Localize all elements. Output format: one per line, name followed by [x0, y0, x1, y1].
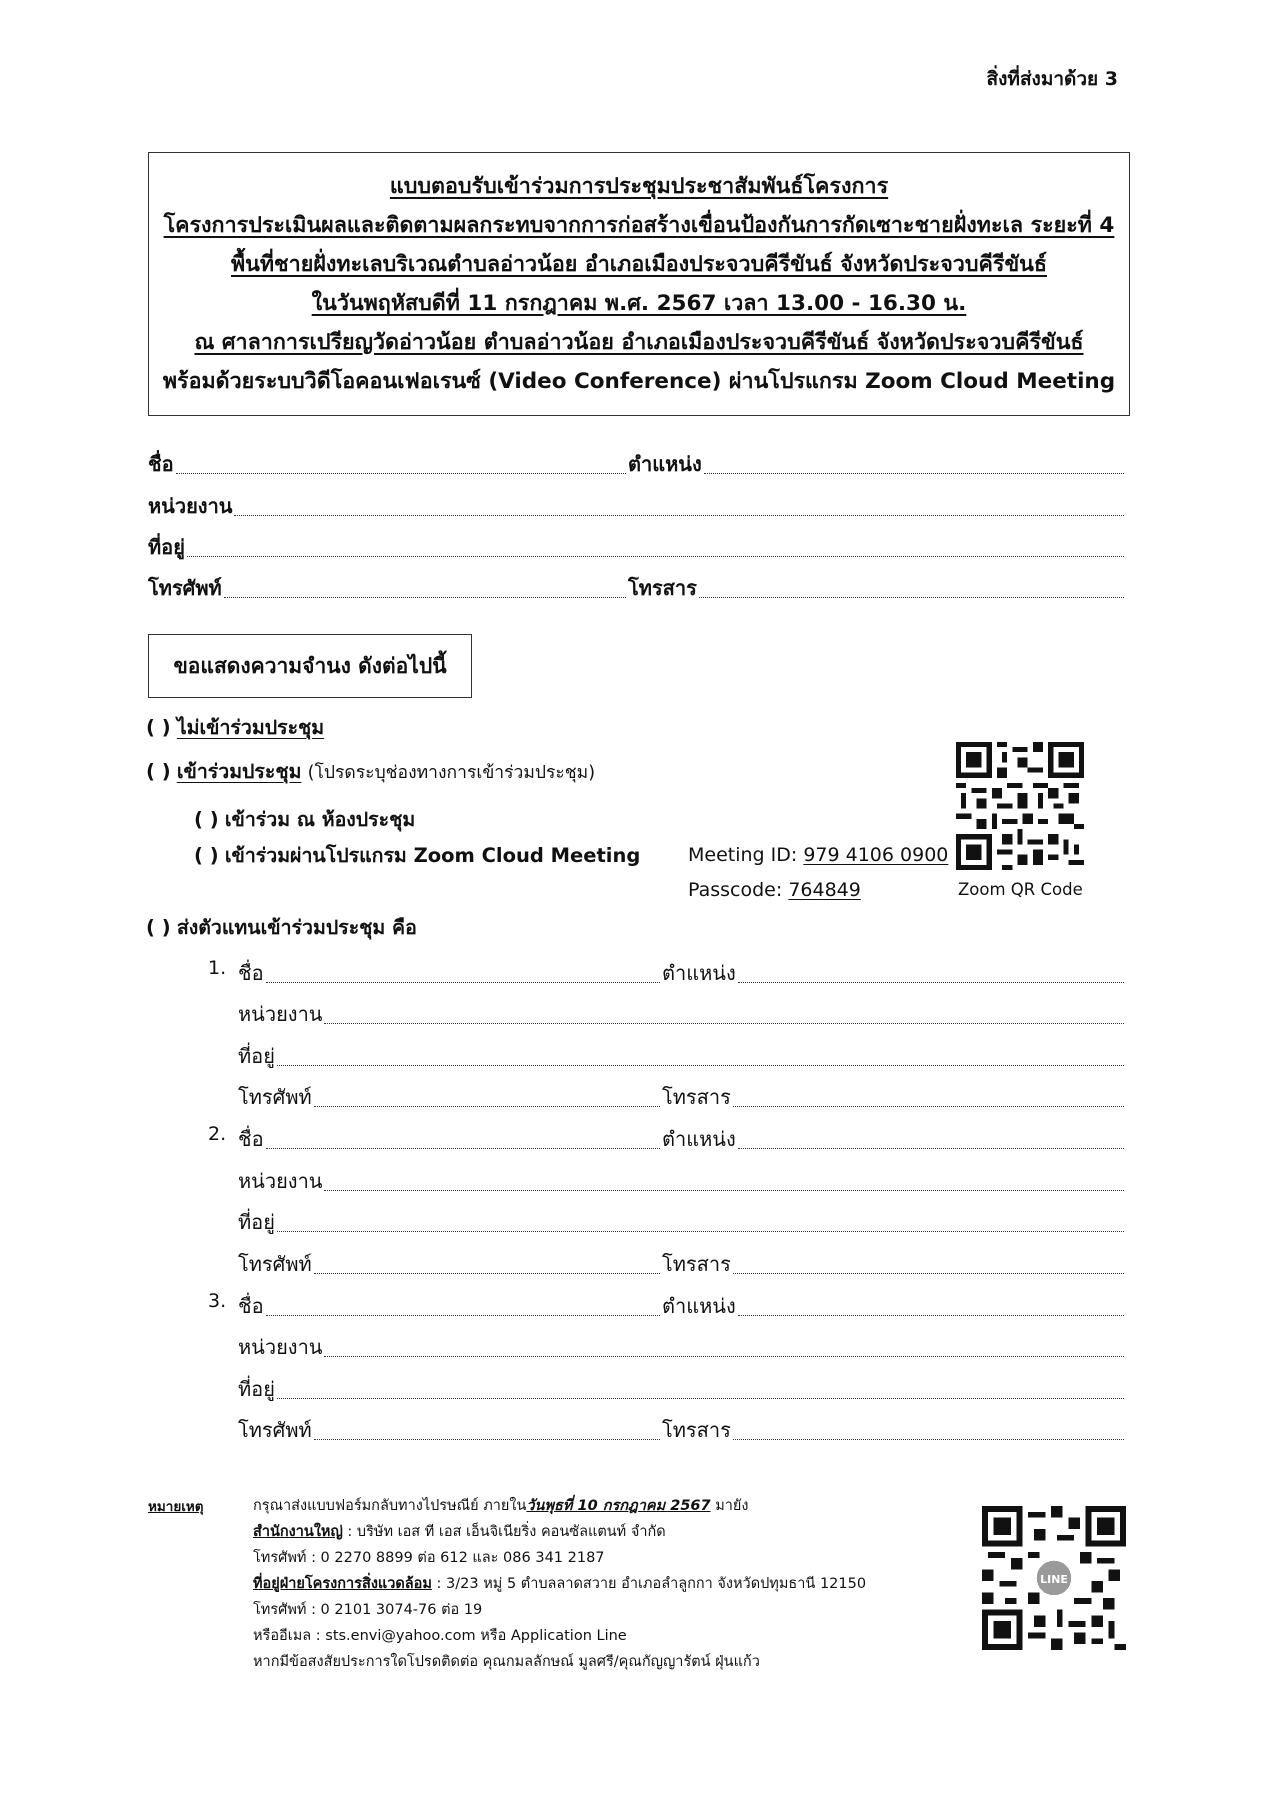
title-line-3: พื้นที่ชายฝั่งทะเลบริเวณตำบลอ่าวน้อย อำเภอเมืองประจวบคีรีขันธ์ จังหวัดประจวบคีรีขันธ์ — [231, 252, 1047, 277]
name-label: ชื่อ — [148, 452, 174, 476]
passcode-value[interactable]: 764849 — [788, 879, 861, 901]
rep-2-fax-row[interactable] — [662, 1248, 1126, 1280]
note-line-1 — [253, 1494, 748, 1517]
option-via-zoom-label: เข้าร่วมผ่านโปรแกรม Zoom Cloud Meeting — [224, 844, 641, 867]
checkbox-not-attend[interactable]: ( ) — [146, 716, 171, 739]
position-blank[interactable] — [704, 473, 1124, 474]
rep-1-address-label: ที่อยู่ — [238, 1044, 275, 1068]
title-line-1: แบบตอบรับเข้าร่วมการประชุมประชาสัมพันธ์โครงการ — [389, 174, 889, 199]
note-line-5: โทรศัพท์ : 0 2101 3074-76 ต่อ 19 — [253, 1602, 483, 1618]
rep-1-agency-label: หน่วยงาน — [238, 1002, 323, 1026]
rep-2-address-blank[interactable] — [277, 1231, 1124, 1232]
rep-3-phone-row[interactable] — [238, 1414, 662, 1446]
rep-1-phone-row[interactable] — [238, 1081, 662, 1113]
note-line-6: หรืออีเมล : sts.envi@yahoo.com หรือ Application Line — [253, 1628, 627, 1644]
address-blank[interactable] — [187, 556, 1124, 557]
rep-1-fax-blank[interactable] — [733, 1106, 1124, 1107]
option-not-attend[interactable] — [146, 712, 324, 743]
note-deadline: วันพุธที่ 10 กรกฎาคม 2567 — [526, 1498, 711, 1514]
note-line-7: หากมีข้อสงสัยประการใดโปรดติดต่อ คุณกมลลักษณ์ มูลศรี/คุณกัญญารัตน์ ฝุ่นแก้ว — [253, 1654, 760, 1670]
rep-1-agency-blank[interactable] — [324, 1023, 1124, 1024]
fax-label: โทรสาร — [628, 576, 697, 600]
option-not-attend-label: ไม่เข้าร่วมประชุม — [176, 716, 325, 739]
attachment-label: สิ่งที่ส่งมาด้วย 3 — [986, 68, 1118, 90]
rep-2-name-label: ชื่อ — [238, 1127, 264, 1151]
position-field-row[interactable] — [628, 448, 1126, 480]
zoom-qr-caption: Zoom QR Code — [958, 880, 1083, 899]
fax-field-row[interactable] — [628, 572, 1126, 604]
rep-2-fax-blank[interactable] — [733, 1273, 1124, 1274]
address-label: ที่อยู่ — [148, 535, 185, 559]
rep-3-name-row[interactable] — [238, 1290, 662, 1322]
rep-3-agency-row[interactable] — [238, 1331, 1126, 1363]
phone-field-row[interactable] — [148, 572, 628, 604]
rep-3-phone-label: โทรศัพท์ — [238, 1418, 312, 1442]
option-send-rep-label: ส่งตัวแทนเข้าร่วมประชุม คือ — [176, 916, 417, 939]
rep-2-phone-label: โทรศัพท์ — [238, 1252, 312, 1276]
agency-field-row[interactable] — [148, 490, 1126, 522]
zoom-qr-code-icon[interactable] — [956, 742, 1084, 870]
rep-1-agency-row[interactable] — [238, 998, 1126, 1030]
rep-1-name-label: ชื่อ — [238, 961, 264, 985]
note-line-4 — [253, 1572, 866, 1595]
title-line-2: โครงการประเมินผลและติดตามผลกระทบจากการก่อสร้างเขื่อนป้องกันการกัดเซาะชายฝั่งทะเล ระยะที่ 4 — [163, 213, 1115, 238]
rep-1-address-row[interactable] — [238, 1040, 1126, 1072]
note-heading: หมายเหตุ — [148, 1499, 204, 1515]
note-env-text: : 3/23 หมู่ 5 ตำบลลาดสวาย อำเภอลำลูกกา จังหวัดปทุมธานี 12150 — [431, 1576, 867, 1592]
rep-3-number: 3. — [208, 1290, 227, 1312]
rep-3-fax-blank[interactable] — [733, 1439, 1124, 1440]
rep-3-address-blank[interactable] — [277, 1398, 1124, 1399]
rep-3-fax-label: โทรสาร — [662, 1418, 731, 1442]
option-attend[interactable] — [146, 756, 595, 787]
name-field-row[interactable] — [148, 448, 628, 480]
rep-2-fax-label: โทรสาร — [662, 1252, 731, 1276]
line-qr-code-icon[interactable] — [982, 1506, 1126, 1650]
rep-2-phone-row[interactable] — [238, 1248, 662, 1280]
option-via-zoom[interactable] — [194, 840, 640, 871]
title-line-5: ณ ศาลาการเปรียญวัดอ่าวน้อย ตำบลอ่าวน้อย อำเภอเมืองประจวบคีรีขันธ์ จังหวัดประจวบคีรีขันธ์ — [194, 330, 1084, 355]
note-env-heading: ที่อยู่ฝ่ายโครงการสิ่งแวดล้อม — [253, 1576, 432, 1592]
rep-3-position-row[interactable] — [662, 1290, 1126, 1322]
option-in-room[interactable] — [194, 804, 415, 835]
option-attend-note: (โปรดระบุช่องทางการเข้าร่วมประชุม) — [307, 763, 596, 783]
meeting-id — [688, 844, 948, 866]
checkbox-send-rep[interactable]: ( ) — [146, 916, 171, 939]
rep-1-address-blank[interactable] — [277, 1065, 1124, 1066]
rep-3-position-blank[interactable] — [738, 1315, 1124, 1316]
rep-1-name-row[interactable] — [238, 957, 662, 989]
note-line-2 — [253, 1520, 666, 1543]
option-in-room-label: เข้าร่วม ณ ห้องประชุม — [224, 808, 416, 831]
rep-1-fax-row[interactable] — [662, 1081, 1126, 1113]
rep-2-agency-label: หน่วยงาน — [238, 1169, 323, 1193]
rep-2-address-label: ที่อยู่ — [238, 1210, 275, 1234]
title-line-4: ในวันพฤหัสบดีที่ 11 กรกฎาคม พ.ศ. 2567 เวลา 13.00 - 16.30 น. — [311, 291, 967, 316]
rep-3-name-blank[interactable] — [266, 1315, 660, 1316]
rep-2-number: 2. — [208, 1123, 227, 1145]
meeting-id-label: Meeting ID: — [688, 844, 798, 866]
rep-2-position-label: ตำแหน่ง — [662, 1127, 736, 1151]
agency-label: หน่วยงาน — [148, 494, 233, 518]
phone-blank[interactable] — [224, 597, 626, 598]
agency-blank[interactable] — [234, 515, 1124, 516]
rep-1-fax-label: โทรสาร — [662, 1085, 731, 1109]
note-line-1-post: มายัง — [710, 1498, 749, 1514]
address-field-row[interactable] — [148, 531, 1126, 563]
rep-2-agency-row[interactable] — [238, 1165, 1126, 1197]
position-label: ตำแหน่ง — [628, 452, 702, 476]
rep-2-address-row[interactable] — [238, 1206, 1126, 1238]
note-line-3: โทรศัพท์ : 0 2270 8899 ต่อ 612 และ 086 341 2187 — [253, 1550, 605, 1566]
rep-2-name-blank[interactable] — [266, 1148, 660, 1149]
rep-3-agency-blank[interactable] — [324, 1356, 1124, 1357]
name-blank[interactable] — [176, 473, 626, 474]
option-attend-label: เข้าร่วมประชุม — [176, 760, 302, 783]
checkbox-in-room[interactable]: ( ) — [194, 808, 219, 831]
rep-2-position-blank[interactable] — [738, 1148, 1124, 1149]
title-box — [148, 152, 1130, 416]
option-send-rep[interactable] — [146, 912, 417, 943]
passcode-label: Passcode: — [688, 879, 783, 901]
rep-2-phone-blank[interactable] — [314, 1273, 660, 1274]
note-hq-heading: สำนักงานใหญ่ — [253, 1524, 343, 1540]
note-line-1-pre: กรุณาส่งแบบฟอร์มกลับทางไปรษณีย์ ภายใน — [253, 1498, 527, 1514]
title-line-6: พร้อมด้วยระบบวิดีโอคอนเฟอเรนซ์ (Video Conference) ผ่านโปรแกรม Zoom Cloud Meeting — [162, 369, 1116, 394]
rep-1-position-row[interactable] — [662, 957, 1126, 989]
phone-label: โทรศัพท์ — [148, 576, 222, 600]
rep-1-phone-label: โทรศัพท์ — [238, 1085, 312, 1109]
rep-3-position-label: ตำแหน่ง — [662, 1294, 736, 1318]
rep-1-position-blank[interactable] — [738, 982, 1124, 983]
rep-3-name-label: ชื่อ — [238, 1294, 264, 1318]
meeting-id-value[interactable]: 979 4106 0900 — [803, 844, 949, 866]
rep-3-address-label: ที่อยู่ — [238, 1377, 275, 1401]
rep-3-phone-blank[interactable] — [314, 1439, 660, 1440]
rep-1-name-blank[interactable] — [266, 982, 660, 983]
meeting-passcode — [688, 879, 861, 901]
checkbox-via-zoom[interactable]: ( ) — [194, 844, 219, 867]
checkbox-attend[interactable]: ( ) — [146, 760, 171, 783]
note-hq-text: : บริษัท เอส ที เอส เอ็นจิเนียริ่ง คอนซัลแตนท์ จำกัด — [342, 1524, 666, 1540]
intent-heading-box: ขอแสดงความจำนง ดังต่อไปนี้ — [148, 634, 472, 698]
rep-3-address-row[interactable] — [238, 1373, 1126, 1405]
rep-2-name-row[interactable] — [238, 1123, 662, 1155]
line-logo-text: LINE — [1040, 1573, 1068, 1587]
rep-2-position-row[interactable] — [662, 1123, 1126, 1155]
rep-3-agency-label: หน่วยงาน — [238, 1335, 323, 1359]
rep-1-number: 1. — [208, 957, 227, 979]
rep-2-agency-blank[interactable] — [324, 1190, 1124, 1191]
fax-blank[interactable] — [699, 597, 1124, 598]
rep-1-position-label: ตำแหน่ง — [662, 961, 736, 985]
rep-1-phone-blank[interactable] — [314, 1106, 660, 1107]
rep-3-fax-row[interactable] — [662, 1414, 1126, 1446]
